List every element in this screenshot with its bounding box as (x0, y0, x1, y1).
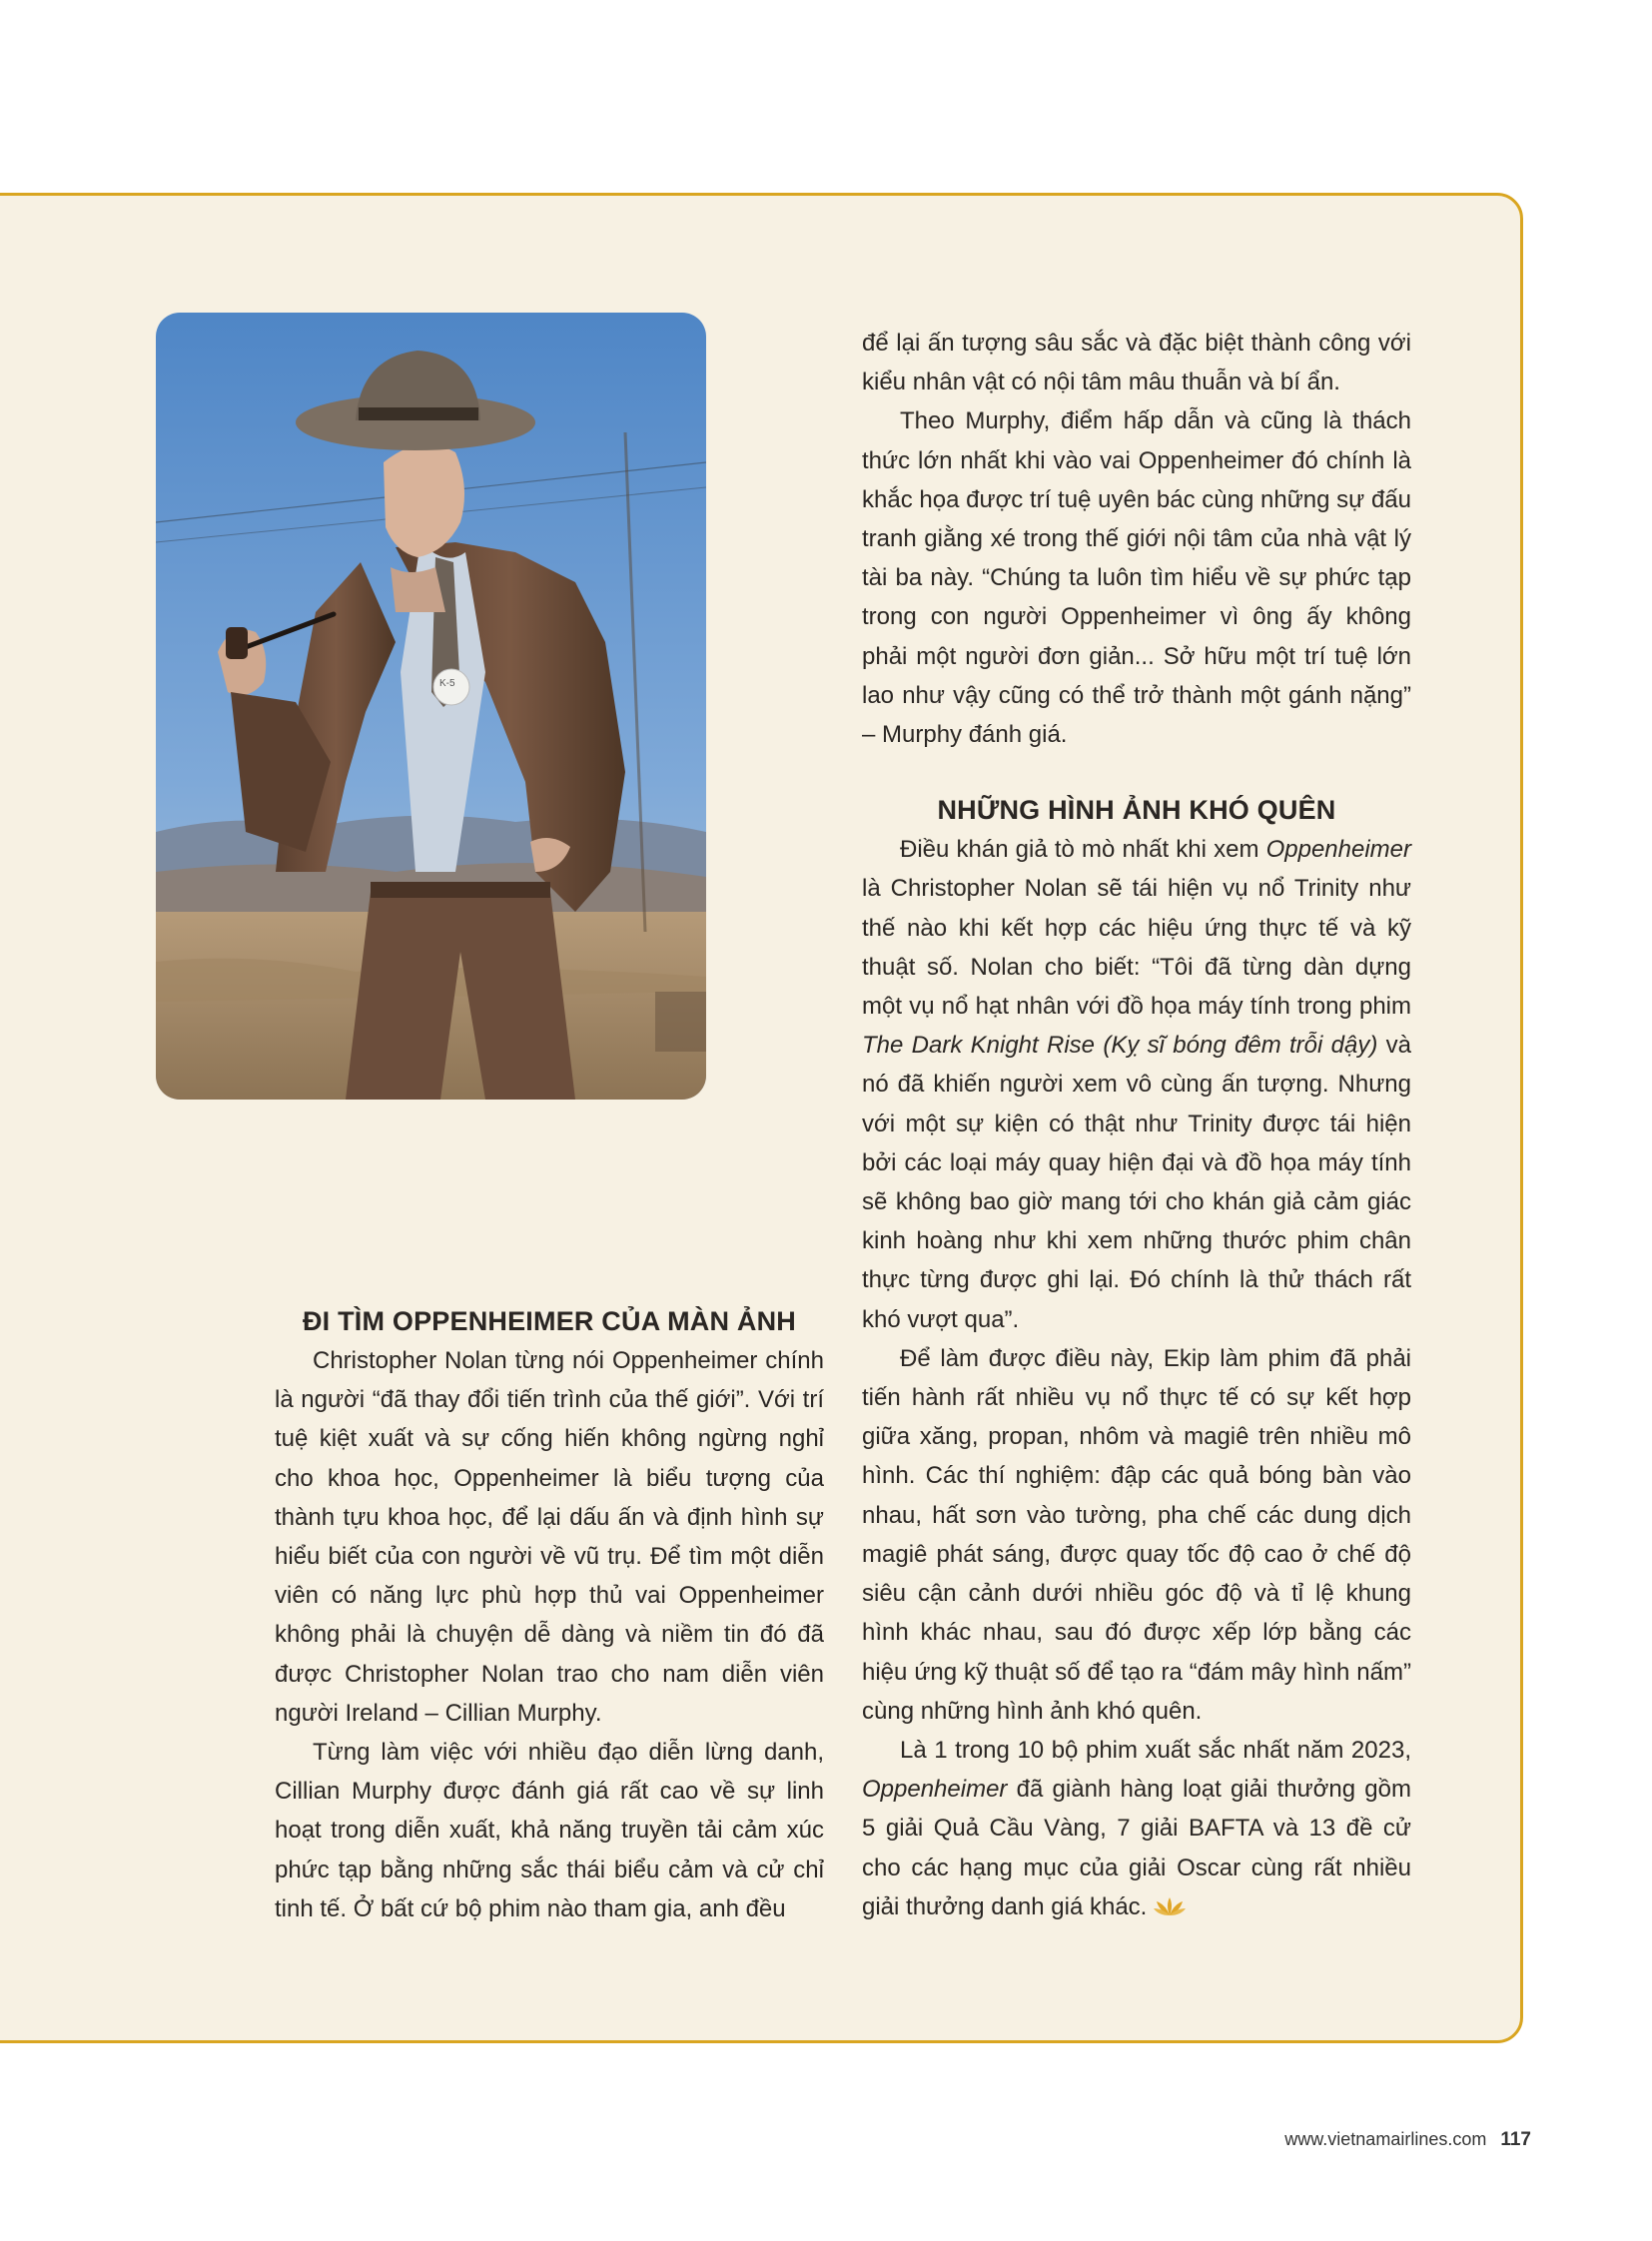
paragraph-murphy-career: Từng làm việc với nhiều đạo diễn lừng danh, Cillian Murphy được đánh giá rất cao về sự linh hoạt trong diễn xuất, khả năng truyền tải cảm xúc phức tạp bằng những sắc thái biểu cảm và cử chỉ tinh tế. Ở bất cứ bộ phim nào tham gia, anh đều (275, 1739, 824, 1922)
right-column (862, 324, 1411, 1926)
paragraph-awards: Là 1 trong 10 bộ phim xuất sắc nhất năm 2023, Oppenheimer đã giành hàng loạt giải thưởng gồm 5 giải Quả Cầu Vàng, 7 giải BAFTA và 13 đề cử cho các hạng mục của giải Oscar cùng rất nhiều giải thưởng danh giá khác. (862, 1736, 1411, 1920)
paragraph-murphy-challenge: Theo Murphy, điểm hấp dẫn và cũng là thách thức lớn nhất khi vào vai Oppenheimer đó chính là khắc họa được trí tuệ uyên bác cùng những sự đấu tranh giằng xé trong thế giới nội tâm của nhà vật lý tài ba này. “Chúng ta luôn tìm hiểu về sự phức tạp trong con người Oppenheimer vì ông ấy không phải một người đơn giản... Sở hữu một trí tuệ lớn lao như vậy cũng có thể trở thành một gánh nặng” – Murphy đánh giá. (862, 407, 1411, 749)
paragraph-nolan-quote: Christopher Nolan từng nói Oppenheimer chính là người “đã thay đổi tiến trình của thế giới”. Với trí tuệ kiệt xuất và sự cống hiến không ngừng nghỉ cho khoa học, Oppenheimer là biểu tượng của thành tựu khoa học, để lại dấu ấn và định hình sự hiểu biết của con người về vũ trụ. Để tìm một diễn viên có năng lực phù hợp thủ vai Oppenheimer không phải là chuyện dễ dàng và niềm tin đó đã được Christopher Nolan trao cho nam diễn viên người Ireland – Cillian Murphy. (275, 1347, 824, 1727)
paragraph-continuation: để lại ấn tượng sâu sắc và đặc biệt thành công với kiểu nhân vật có nội tâm mâu thuẫn và bí ẩn. (862, 330, 1411, 396)
paragraph-ekip: Để làm được điều này, Ekip làm phim đã phải tiến hành rất nhiều vụ nổ thực tế có sự kết hợp giữa xăng, propan, nhôm và magiê trên nhiều mô hình. Các thí nghiệm: đập các quả bóng bàn vào nhau, hất sơn vào tường, pha chế các dung dịch magiê phát sáng, được quay tốc độ cao ở chế độ siêu cận cảnh dưới nhiều góc độ và tỉ lệ khung hình khác nhau, sau đó được xếp lớp bằng các hiệu ứng kỹ thuật số để tạo ra “đám mây hình nấm” cùng những hình ảnh khó quên. (862, 1344, 1411, 1725)
lotus-end-icon (1153, 1895, 1187, 1917)
man-in-fedora-photo (156, 313, 706, 1100)
oppenheimer-photo (156, 313, 706, 1100)
paragraph-trinity: Điều khán giả tò mò nhất khi xem Oppenheimer là Christopher Nolan sẽ tái hiện vụ nổ Trinity như thế nào khi kết hợp các hiệu ứng thực tế và kỹ thuật số. Nolan cho biết: “Tôi đã từng dàn dựng một vụ nổ hạt nhân với đồ họa máy tính trong phim The Dark Knight Rise (Kỵ sĩ bóng đêm trỗi dậy) và nó đã khiến người xem vô cùng ấn tượng. Nhưng với một sự kiện có thật như Trinity được tái hiện bởi các loại máy quay hiện đại và đồ họa máy tính sẽ không bao giờ mang tới cho khán giả cảm giác kinh hoàng như khi xem những thước phim chân thực từng được ghi lại. Đó chính là thử thách rất khó vượt qua”. (862, 836, 1412, 1333)
page-number: 117 (1500, 2129, 1531, 2150)
left-column (275, 1302, 824, 1928)
page-footer (1284, 2129, 1531, 2151)
footer-url[interactable]: www.vietnamairlines.com (1284, 2129, 1487, 2149)
k5-badge-label: K-5 (439, 678, 455, 689)
section-heading-images: NHỮNG HÌNH ẢNH KHÓ QUÊN (937, 795, 1336, 826)
section-heading-oppenheimer: ĐI TÌM OPPENHEIMER CỦA MÀN ẢNH (302, 1306, 796, 1336)
